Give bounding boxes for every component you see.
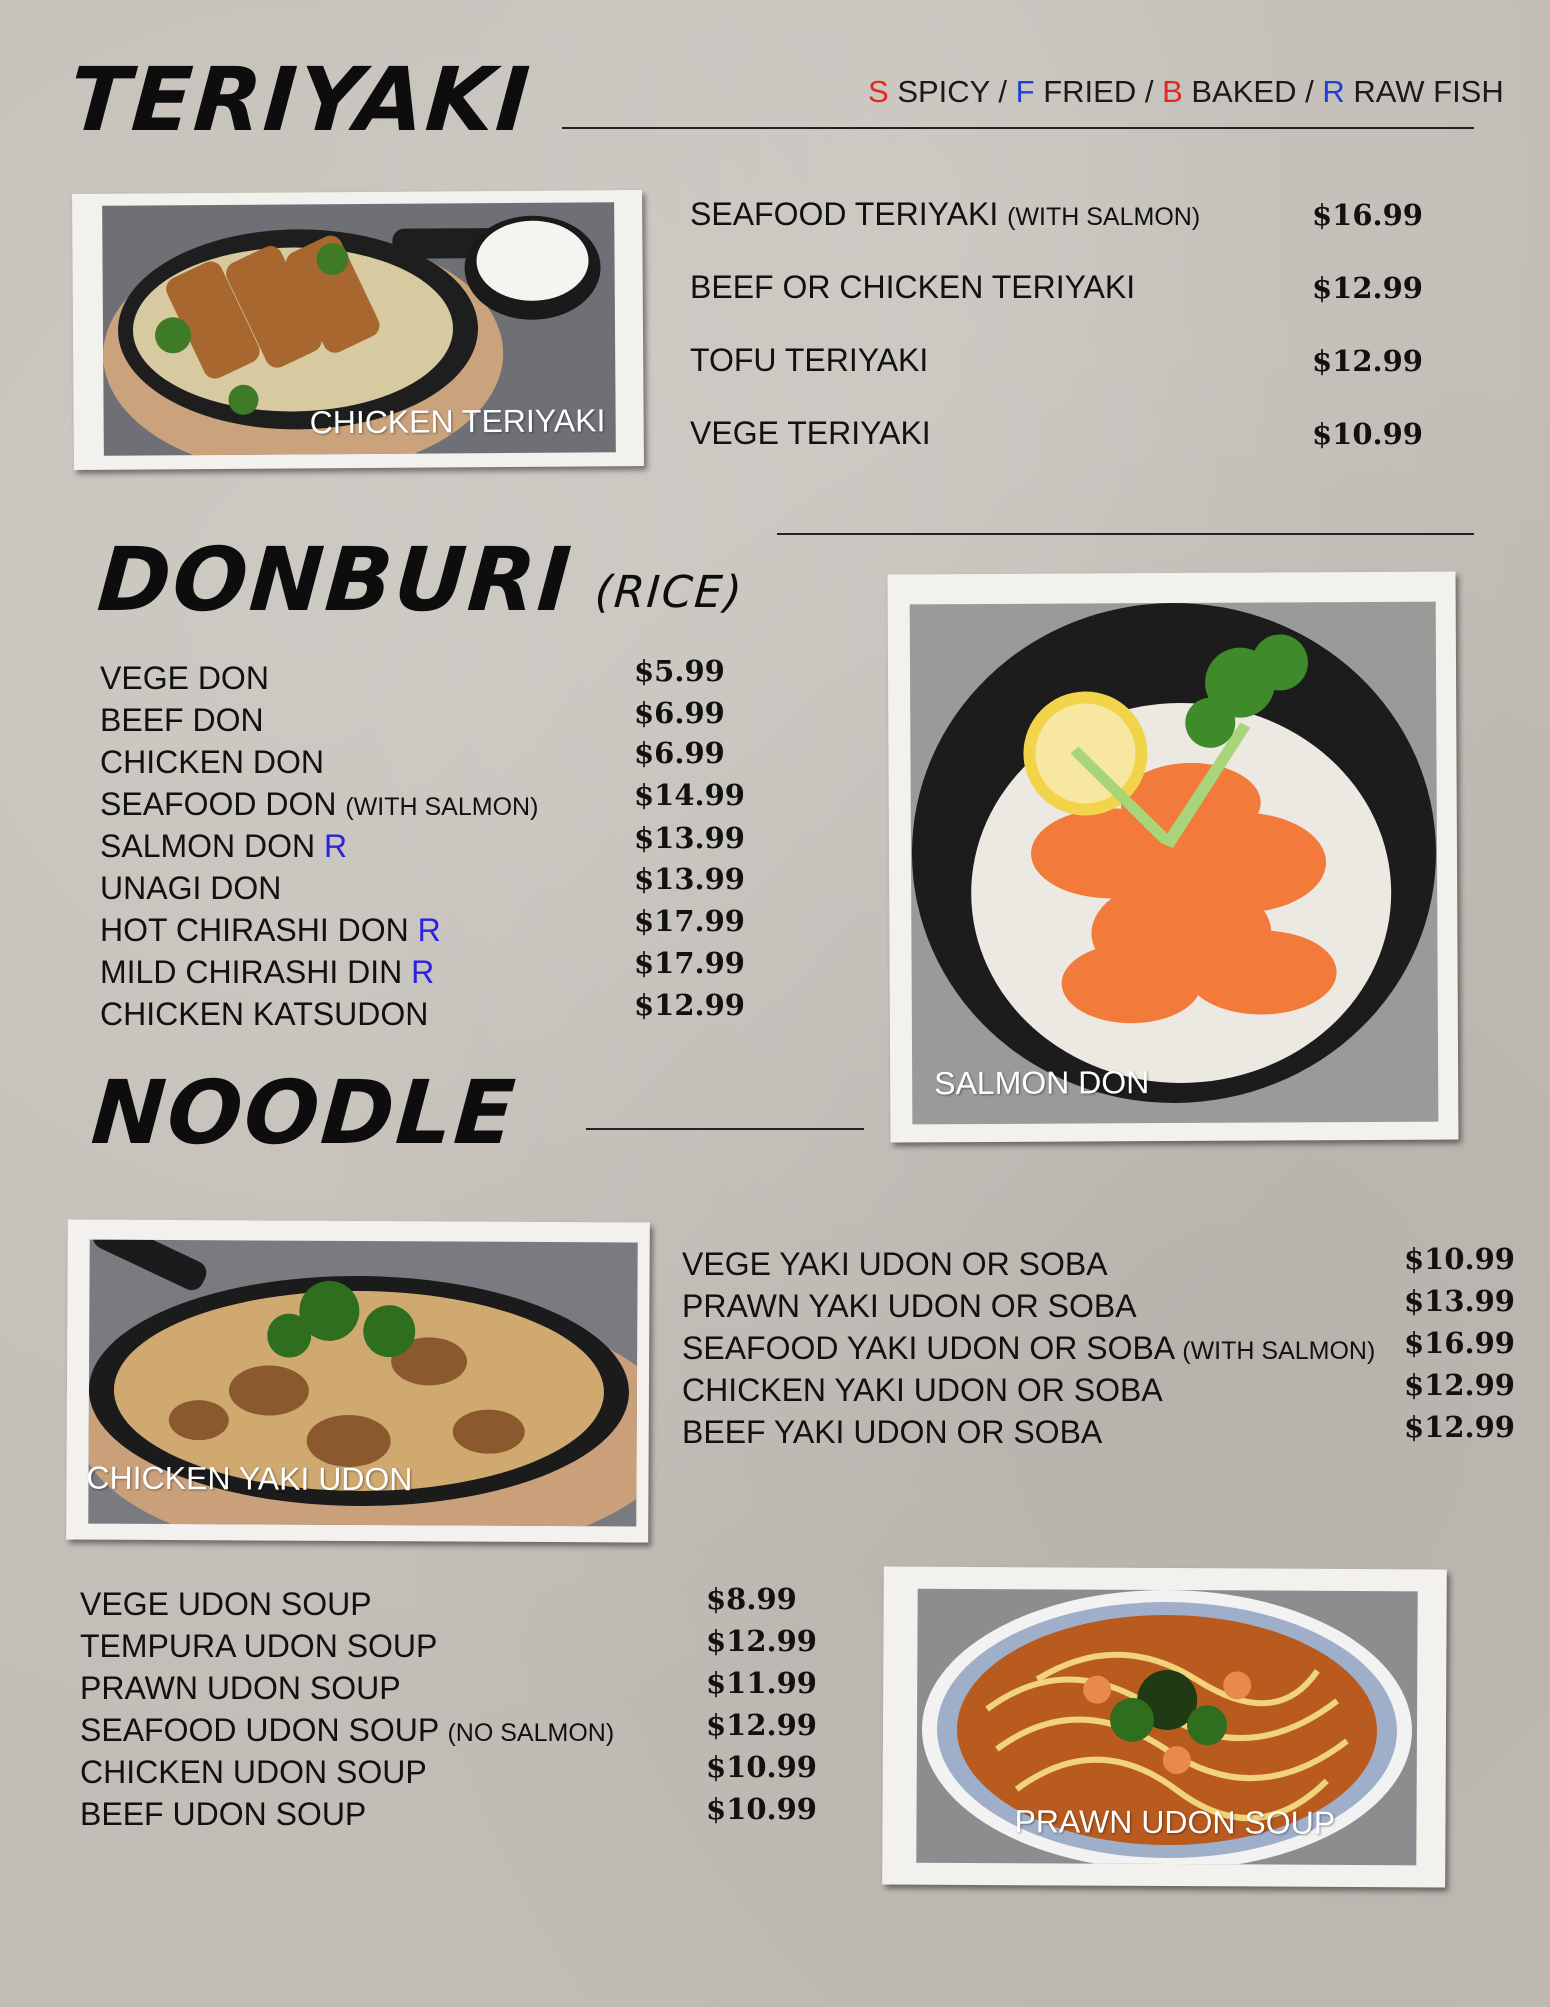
noodle-divider <box>586 1128 864 1130</box>
menu-item-price: $12.99 <box>1404 1368 1515 1402</box>
menu-item-price: $10.99 <box>1404 1242 1515 1276</box>
menu-item-price: $13.99 <box>634 862 745 896</box>
donburi-heading: DONBURI <box>94 528 577 631</box>
menu-item-price: $6.99 <box>634 736 725 770</box>
salmon-don-caption: SALMON DON <box>934 1064 1150 1102</box>
chicken-teriyaki-photo-frame <box>72 190 644 470</box>
teriyaki-heading: TERIYAKI <box>66 48 535 151</box>
menu-item-name: CHICKEN UDON SOUP <box>80 1754 427 1790</box>
menu-item-name: TOFU TERIYAKI <box>690 342 929 378</box>
menu-item-price: $13.99 <box>634 821 745 855</box>
menu-item-name: SALMON DON R <box>100 828 348 864</box>
menu-item-name: SEAFOOD DON (WITH SALMON) <box>100 786 539 822</box>
salmon-don-photo-frame <box>888 572 1459 1143</box>
menu-item-name: VEGE YAKI UDON OR SOBA <box>682 1246 1108 1282</box>
legend-baked-text: BAKED / <box>1191 74 1314 109</box>
menu-item-name: BEEF DON <box>100 702 264 738</box>
menu-item-price: $17.99 <box>634 904 745 938</box>
legend-baked-letter: B <box>1162 74 1183 109</box>
chicken-teriyaki-caption: CHICKEN TERIYAKI <box>309 402 606 441</box>
menu-item-name: CHICKEN YAKI UDON OR SOBA <box>682 1372 1163 1408</box>
menu-item-price: $12.99 <box>1404 1410 1515 1444</box>
menu-item-name: UNAGI DON <box>100 870 282 906</box>
menu-item-name: BEEF YAKI UDON OR SOBA <box>682 1414 1103 1450</box>
menu-item-name: VEGE DON <box>100 660 269 696</box>
menu-item-name: SEAFOOD UDON SOUP (NO SALMON) <box>80 1712 615 1748</box>
legend-spicy-letter: S <box>868 74 889 109</box>
menu-item-name: BEEF UDON SOUP <box>80 1796 367 1832</box>
menu-item-price: $10.99 <box>706 1792 817 1826</box>
legend-fried-letter: F <box>1015 74 1035 109</box>
legend <box>868 74 1504 110</box>
menu-item-price: $17.99 <box>634 946 745 980</box>
raw-fish-marker: R <box>417 912 441 948</box>
menu-item-price: $16.99 <box>1404 1326 1515 1360</box>
menu-item-price: $12.99 <box>634 988 745 1022</box>
raw-fish-marker: R <box>324 828 348 864</box>
legend-spicy-text: SPICY / <box>897 74 1008 109</box>
donburi-subtitle: (RICE) <box>593 567 746 618</box>
salmon-don-photo <box>910 602 1439 1125</box>
menu-item-name: MILD CHIRASHI DIN R <box>100 954 435 990</box>
menu-item-name: CHICKEN KATSUDON <box>100 996 429 1032</box>
menu-item-price: $8.99 <box>706 1582 797 1616</box>
teriyaki-divider <box>562 127 1474 129</box>
menu-item-name: CHICKEN DON <box>100 744 325 780</box>
menu-item-name: BEEF OR CHICKEN TERIYAKI <box>690 269 1136 305</box>
legend-fried-text: FRIED / <box>1043 74 1154 109</box>
menu-item-name: SEAFOOD YAKI UDON OR SOBA (WITH SALMON) <box>682 1330 1376 1366</box>
menu-item-price: $6.99 <box>634 696 725 730</box>
prawn-udon-soup-photo-frame <box>882 1567 1447 1888</box>
menu-item-name: TEMPURA UDON SOUP <box>80 1628 438 1664</box>
menu-item-price: $10.99 <box>706 1750 817 1784</box>
chicken-yaki-udon-photo-frame <box>66 1219 650 1542</box>
menu-item-price: $16.99 <box>1312 198 1423 232</box>
menu-item-price: $12.99 <box>1312 271 1423 305</box>
raw-fish-marker: R <box>411 954 435 990</box>
noodle-heading: NOODLE <box>88 1061 521 1164</box>
menu-item-price: $13.99 <box>1404 1284 1515 1318</box>
menu-item-name: HOT CHIRASHI DON R <box>100 912 441 948</box>
menu-item-name: VEGE TERIYAKI <box>690 415 931 451</box>
legend-raw-text: RAW FISH <box>1353 74 1504 109</box>
menu-item-price: $12.99 <box>706 1708 817 1742</box>
donburi-divider <box>777 533 1474 535</box>
menu-item-price: $5.99 <box>634 654 725 688</box>
menu-item-price: $11.99 <box>706 1666 817 1700</box>
menu-item-name: SEAFOOD TERIYAKI (WITH SALMON) <box>690 196 1201 232</box>
legend-raw-letter: R <box>1322 74 1345 109</box>
menu-item-name: PRAWN YAKI UDON OR SOBA <box>682 1288 1137 1324</box>
menu-item-price: $10.99 <box>1312 417 1423 451</box>
menu-item-name: PRAWN UDON SOUP <box>80 1670 401 1706</box>
chicken-yaki-udon-caption: CHICKEN YAKI UDON <box>86 1459 413 1498</box>
menu-item-price: $12.99 <box>706 1624 817 1658</box>
menu-item-price: $14.99 <box>634 778 745 812</box>
menu-item-price: $12.99 <box>1312 344 1423 378</box>
prawn-udon-soup-caption: PRAWN UDON SOUP <box>1014 1803 1336 1841</box>
menu-item-name: VEGE UDON SOUP <box>80 1586 372 1622</box>
